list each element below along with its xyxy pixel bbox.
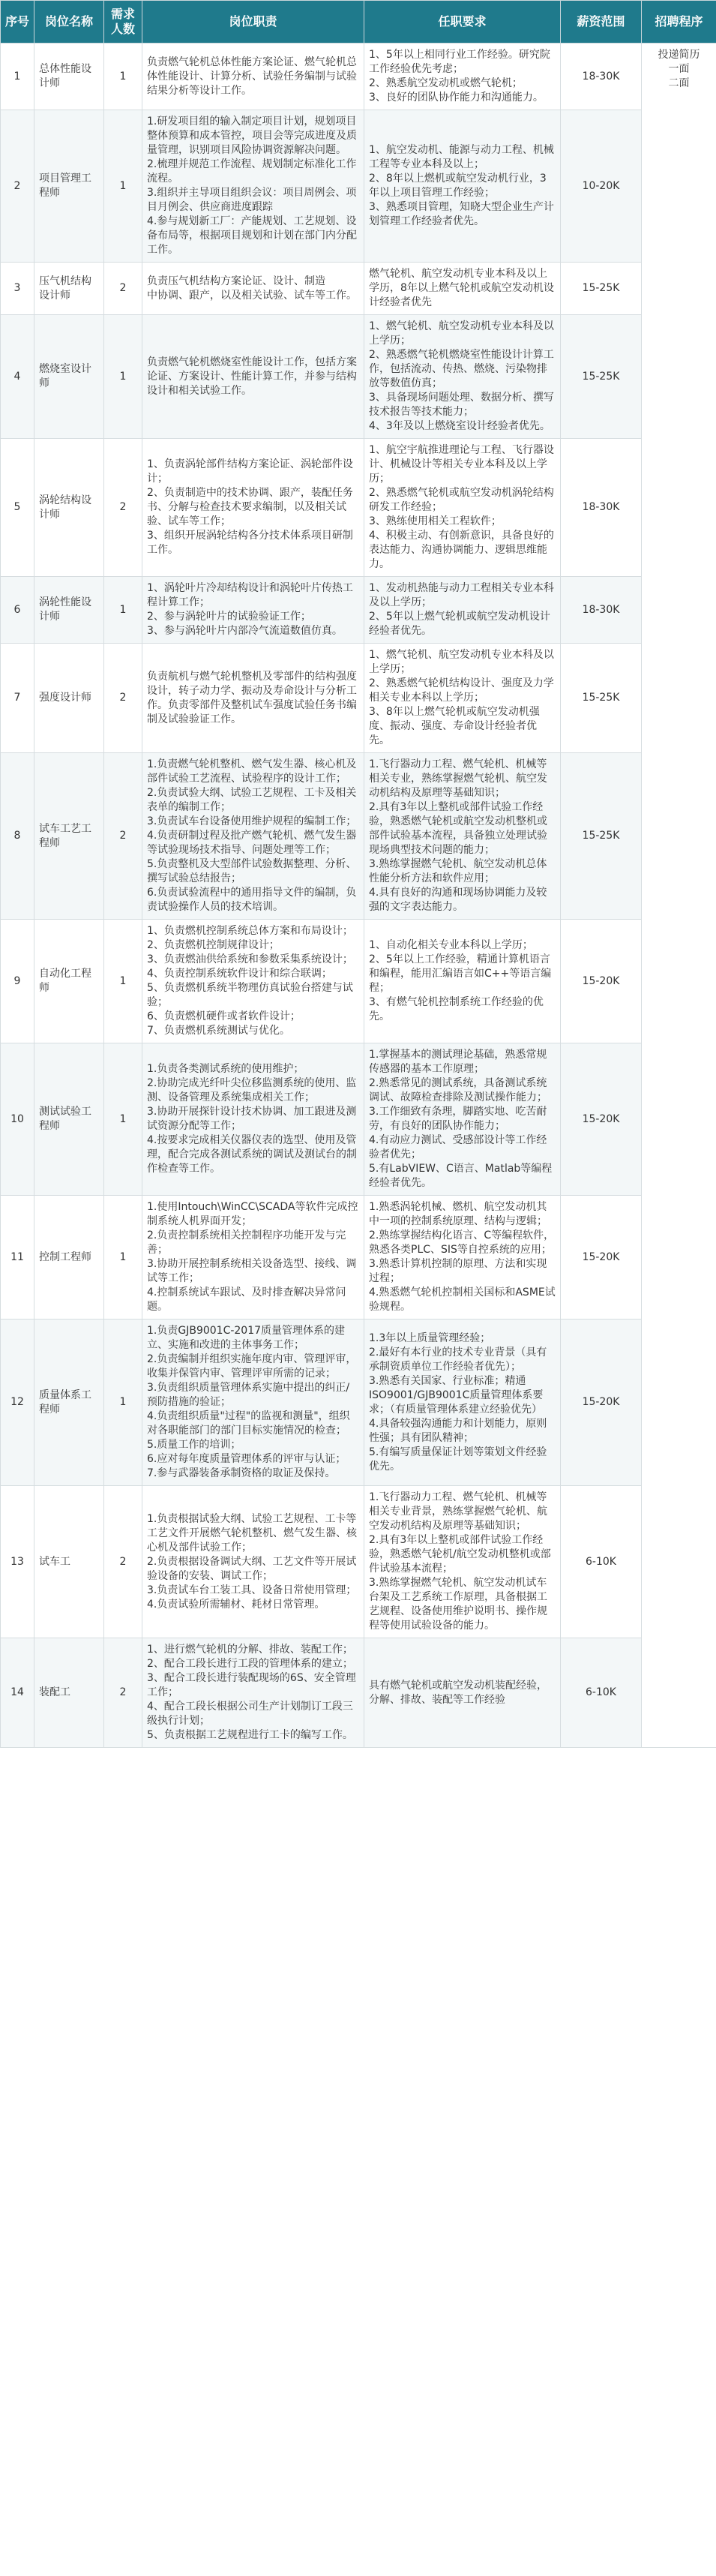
cell-position-name: 强度设计师 bbox=[34, 644, 104, 753]
cell-headcount: 2 bbox=[104, 263, 142, 315]
cell-salary: 15-25K bbox=[561, 644, 642, 753]
header-requirements: 任职要求 bbox=[364, 1, 561, 44]
cell-requirements: 1.熟悉涡轮机械、燃机、航空发动机其中一项的控制系统原理、结构与逻辑； 2.熟练掌握结构化语言、C等编程软件，熟悉各类PLC、SIS等自控系统的应用； 3.熟悉计算机控制的原理、方法和实现过程； 4.熟悉燃气轮机控制相关国标和ASME试验规程。 bbox=[364, 1196, 561, 1320]
cell-no: 2 bbox=[1, 110, 34, 263]
cell-salary: 10-20K bbox=[561, 110, 642, 263]
cell-salary: 6-10K bbox=[561, 1638, 642, 1748]
table-row bbox=[1, 263, 716, 315]
table-row bbox=[1, 44, 716, 110]
cell-salary: 6-10K bbox=[561, 1486, 642, 1638]
cell-no: 1 bbox=[1, 44, 34, 110]
cell-no: 3 bbox=[1, 263, 34, 315]
cell-position-name: 试车工艺工程师 bbox=[34, 753, 104, 920]
cell-position-name: 测试试验工程师 bbox=[34, 1043, 104, 1196]
cell-requirements: 1、航空宇航推进理论与工程、飞行器设计、机械设计等相关专业本科及以上学历； 2、熟悉燃气轮机或航空发动机涡轮结构研发工作经验； 3、熟练使用相关工程软件； 4、积极主动、有创新意识，具备良好的表达能力、沟通协调能力、逻辑思维能力。 bbox=[364, 439, 561, 577]
cell-no: 11 bbox=[1, 1196, 34, 1320]
cell-responsibilities: 1.研发项目组的输入制定项目计划，规划项目整体预算和成本管控，项目会等完成进度及质量管理，识别项目风险协调资源解决问题。 2.梳理并规范工作流程、规划制定标准化工作流程。 3.组织并主导项目组织会议：项目周例会、项目月例会、供应商进度跟踪 4.参与规划新工厂：产能规划、工艺规划、设备布局等，根据项目规划和计划在部门内分配工作。 bbox=[142, 110, 364, 263]
header-headcount: 需求人数 bbox=[104, 1, 142, 44]
cell-salary: 18-30K bbox=[561, 439, 642, 577]
table-row bbox=[1, 315, 716, 439]
cell-headcount: 1 bbox=[104, 315, 142, 439]
cell-headcount: 1 bbox=[104, 110, 142, 263]
cell-responsibilities: 1、负责燃机控制系统总体方案和布局设计； 2、负责燃机控制规律设计； 3、负责燃油供给系统和参数采集系统设计； 4、负责控制系统软件设计和综合联调； 5、负责燃机系统半物理仿真试验台搭建与试验； 6、负责燃机硬件或者软件设计； 7、负责燃机系统测试与优化。 bbox=[142, 920, 364, 1043]
cell-no: 7 bbox=[1, 644, 34, 753]
cell-headcount: 1 bbox=[104, 1043, 142, 1196]
table-header-row bbox=[1, 1, 716, 44]
cell-no: 9 bbox=[1, 920, 34, 1043]
cell-salary: 15-20K bbox=[561, 1320, 642, 1486]
cell-no: 4 bbox=[1, 315, 34, 439]
cell-responsibilities: 1.负责各类测试系统的使用维护； 2.协助完成光纤叶尖位移监测系统的使用、监测、设备管理及系统集成相关工作； 3.协助开展探针设计技术协调、加工跟进及测试资源分配等工作； 4.按要求完成相关仪器仪表的选型、使用及管理，配合完成各测试系统的调试及测试台的制作检查等工作。 bbox=[142, 1043, 364, 1196]
cell-responsibilities: 1.使用Intouch\WinCC\SCADA等软件完成控制系统人机界面开发； 2.负责控制系统相关控制程序功能开发与完善； 3.协助开展控制系统相关设备选型、接线、调试等工作； 4.控制系统试车跟试、及时排查解决异常问题。 bbox=[142, 1196, 364, 1320]
header-recruitment-process: 招聘程序 bbox=[642, 1, 716, 44]
cell-no: 14 bbox=[1, 1638, 34, 1748]
table-row bbox=[1, 644, 716, 753]
cell-headcount: 2 bbox=[104, 1486, 142, 1638]
cell-position-name: 控制工程师 bbox=[34, 1196, 104, 1320]
cell-responsibilities: 负责燃气轮机总体性能方案论证、燃气轮机总体性能设计、计算分析、试验任务编制与试验结果分析等设计工作。 bbox=[142, 44, 364, 110]
cell-position-name: 总体性能设计师 bbox=[34, 44, 104, 110]
cell-position-name: 试车工 bbox=[34, 1486, 104, 1638]
cell-requirements: 1、5年以上相同行业工作经验。研究院工作经验优先考虑； 2、熟悉航空发动机或燃气轮机； 3、良好的团队协作能力和沟通能力。 bbox=[364, 44, 561, 110]
cell-position-name: 自动化工程师 bbox=[34, 920, 104, 1043]
cell-salary: 18-30K bbox=[561, 44, 642, 110]
cell-headcount: 2 bbox=[104, 439, 142, 577]
cell-salary: 15-20K bbox=[561, 1196, 642, 1320]
cell-headcount: 1 bbox=[104, 1320, 142, 1486]
cell-requirements: 1.飞行器动力工程、燃气轮机、机械等相关专业背景，熟练掌握燃气轮机、航空发动机结构及原理等基础知识； 2.具有3年以上整机或部件试验工作经验，熟悉燃气轮机/航空发动机整机或部件试验基本流程； 3.熟练掌握燃气轮机、航空发动机试车台架及工艺系统工作原理，具备根据工艺规程、设备使用维护说明书、操作规程等使用试验设备的能力。 bbox=[364, 1486, 561, 1638]
cell-no: 13 bbox=[1, 1486, 34, 1638]
cell-position-name: 装配工 bbox=[34, 1638, 104, 1748]
cell-headcount: 1 bbox=[104, 920, 142, 1043]
cell-no: 6 bbox=[1, 577, 34, 644]
cell-responsibilities: 负责航机与燃气轮机整机及零部件的结构强度设计，转子动力学、振动及寿命设计与分析工作。负责零部件及整机试车强度试验任务书编制及试验验证工作。 bbox=[142, 644, 364, 753]
table-row bbox=[1, 577, 716, 644]
cell-requirements: 燃气轮机、航空发动机专业本科及以上学历，8年以上燃气轮机或航空发动机设计经验者优先 bbox=[364, 263, 561, 315]
cell-responsibilities: 1、进行燃气轮机的分解、排故、装配工作； 2、配合工段长进行工段的管理体系的建立； 3、配合工段长进行装配现场的6S、安全管理工作； 4、配合工段长根据公司生产计划制订工段三级执行计划； 5、负责根据工艺规程进行工卡的编写工作。 bbox=[142, 1638, 364, 1748]
cell-headcount: 1 bbox=[104, 1196, 142, 1320]
cell-no: 12 bbox=[1, 1320, 34, 1486]
cell-no: 8 bbox=[1, 753, 34, 920]
table-body bbox=[1, 44, 716, 1748]
cell-requirements: 1.飞行器动力工程、燃气轮机、机械等相关专业，熟练掌握燃气轮机、航空发动机结构及原理等基础知识； 2.具有3年以上整机或部件试验工作经验，熟悉燃气轮机或航空发动机整机或部件试验基本流程，具备独立处理试验现场典型技术问题的能力； 3.熟练掌握燃气轮机、航空发动机总体性能分析方法和软件应用； 4.具有良好的沟通和现场协调能力及较强的文字表达能力。 bbox=[364, 753, 561, 920]
cell-headcount: 2 bbox=[104, 1638, 142, 1748]
cell-requirements: 具有燃气轮机或航空发动机装配经验，分解、排故、装配等工作经验 bbox=[364, 1638, 561, 1748]
cell-no: 5 bbox=[1, 439, 34, 577]
cell-position-name: 压气机结构设计师 bbox=[34, 263, 104, 315]
table-row bbox=[1, 1638, 716, 1748]
cell-salary: 15-25K bbox=[561, 315, 642, 439]
cell-requirements: 1.3年以上质量管理经验； 2.最好有本行业的技术专业背景（具有承制资质单位工作经验者优先）； 3.熟悉有关国家、行业标准；精通ISO9001/GJB9001C质量管理体系要求；（有质量管理体系建立经验优先） 4.具备较强沟通能力和计划能力，原则性强；具有团队精神； 5.有编写质量保证计划等策划文件经验优先。 bbox=[364, 1320, 561, 1486]
header-no: 序号 bbox=[1, 1, 34, 44]
header-salary-range: 薪资范围 bbox=[561, 1, 642, 44]
cell-position-name: 燃烧室设计师 bbox=[34, 315, 104, 439]
cell-headcount: 2 bbox=[104, 753, 142, 920]
table-row bbox=[1, 1486, 716, 1638]
cell-position-name: 涡轮性能设计师 bbox=[34, 577, 104, 644]
cell-no: 10 bbox=[1, 1043, 34, 1196]
cell-headcount: 2 bbox=[104, 644, 142, 753]
table-row bbox=[1, 110, 716, 263]
cell-salary: 15-25K bbox=[561, 753, 642, 920]
cell-responsibilities: 1.负责燃气轮机整机、燃气发生器、核心机及部件试验工艺流程、试验程序的设计工作； 2.负责试验大纲、试验工艺规程、工卡及相关表单的编制工作； 3.负责试车台设备使用维护规程的编制工作； 4.负责研制过程及批产燃气轮机、燃气发生器等试验现场技术指导、问题处理等工作； 5.负责整机及大型部件试验数据整理、分析、撰写试验总结报告； 6.负责试验流程中的通用指导文件的编制，负责试验操作人员的技术培训。 bbox=[142, 753, 364, 920]
table-row bbox=[1, 920, 716, 1043]
table-row bbox=[1, 1320, 716, 1486]
cell-responsibilities: 1、涡轮叶片冷却结构设计和涡轮叶片传热工程计算工作； 2、参与涡轮叶片的试验验证工作； 3、参与涡轮叶片内部冷气流道数值仿真。 bbox=[142, 577, 364, 644]
table-row bbox=[1, 753, 716, 920]
cell-salary: 15-20K bbox=[561, 920, 642, 1043]
cell-requirements: 1、燃气轮机、航空发动机专业本科及以上学历； 2、熟悉燃气轮机燃烧室性能设计计算工作，包括流动、传热、燃烧、污染物排放等数值仿真； 3、具备现场问题处理、数据分析、撰写技术报告等技术能力； 4、3年及以上燃烧室设计经验者优先。 bbox=[364, 315, 561, 439]
cell-responsibilities: 1.负责根据试验大纲、试验工艺规程、工卡等工艺文件开展燃气轮机整机、燃气发生器、核心机及部件试验工作； 2.负责根据设备调试大纲、工艺文件等开展试验设备的安装、调试工作； 3.负责试车台工装工具、设备日常使用管理； 4.负责试验所需辅材、耗材日常管理。 bbox=[142, 1486, 364, 1638]
cell-headcount: 1 bbox=[104, 577, 142, 644]
cell-recruitment-process: 投递简历 一面 二面 bbox=[642, 44, 716, 1748]
cell-position-name: 涡轮结构设计师 bbox=[34, 439, 104, 577]
header-position-name: 岗位名称 bbox=[34, 1, 104, 44]
cell-salary: 18-30K bbox=[561, 577, 642, 644]
cell-headcount: 1 bbox=[104, 44, 142, 110]
cell-requirements: 1、燃气轮机、航空发动机专业本科及以上学历； 2、熟悉燃气轮机结构设计、强度及力学相关专业本科以上学历； 3、8年以上燃气轮机或航空发动机强度、振动、强度、寿命设计经验者优先。 bbox=[364, 644, 561, 753]
cell-responsibilities: 1、负责涡轮部件结构方案论证、涡轮部件设计； 2、负责制造中的技术协调、跟产，装配任务书、分解与检查技术要求编制，以及相关试验、试车等工作； 3、组织开展涡轮结构各分技术体系项目研制工作。 bbox=[142, 439, 364, 577]
cell-salary: 15-25K bbox=[561, 263, 642, 315]
cell-responsibilities: 1.负责GJB9001C-2017质量管理体系的建立、实施和改进的主体事务工作； 2.负责编制并组织实施年度内审、管理评审，收集并保管内审、管理评审所需的记录； 3.负责组织质量管理体系实施中提出的纠正/预防措施的验证； 4.负责组织质量"过程"的监视和测量"，组织对各职能部门的部门目标实施情况的检查； 5.质量工作的培训； 6.应对每年度质量管理体系的评审与认证； 7.参与武器装备承制资格的取证及保持。 bbox=[142, 1320, 364, 1486]
cell-responsibilities: 负责燃气轮机燃烧室性能设计工作，包括方案论证、方案设计、性能计算工作，并参与结构设计和相关试验工作。 bbox=[142, 315, 364, 439]
cell-requirements: 1、发动机热能与动力工程相关专业本科及以上学历； 2、5年以上燃气轮机或航空发动机设计经验者优先。 bbox=[364, 577, 561, 644]
cell-responsibilities: 负责压气机结构方案论证、设计、制造 中协调、跟产，以及相关试验、试车等工作。 bbox=[142, 263, 364, 315]
cell-position-name: 项目管理工程师 bbox=[34, 110, 104, 263]
cell-requirements: 1、航空发动机、能源与动力工程、机械工程等专业本科及以上； 2、8年以上燃机或航空发动机行业，3年以上项目管理工作经验； 3、熟悉项目管理，知晓大型企业生产计划管理工作经验者优先。 bbox=[364, 110, 561, 263]
cell-position-name: 质量体系工程师 bbox=[34, 1320, 104, 1486]
header-responsibilities: 岗位职责 bbox=[142, 1, 364, 44]
cell-requirements: 1.掌握基本的测试理论基础，熟悉常规传感器的基本工作原理； 2.熟悉常见的测试系统，具备测试系统调试、故障检查排除及测试操作能力； 3.工作细致有条理，脚踏实地、吃苦耐劳，有良好的团队协作能力； 4.有动应力测试、受感部设计等工作经验者优先； 5.有LabVIEW、C语言、Matlab等编程经验者优先。 bbox=[364, 1043, 561, 1196]
cell-salary: 15-20K bbox=[561, 1043, 642, 1196]
cell-requirements: 1、自动化相关专业本科以上学历； 2、5年以上工作经验，精通计算机语言和编程，能用汇编语言如C++等语言编程； 3、有燃气轮机控制系统工作经验的优先。 bbox=[364, 920, 561, 1043]
table-row bbox=[1, 1043, 716, 1196]
table-row bbox=[1, 439, 716, 577]
table-row bbox=[1, 1196, 716, 1320]
